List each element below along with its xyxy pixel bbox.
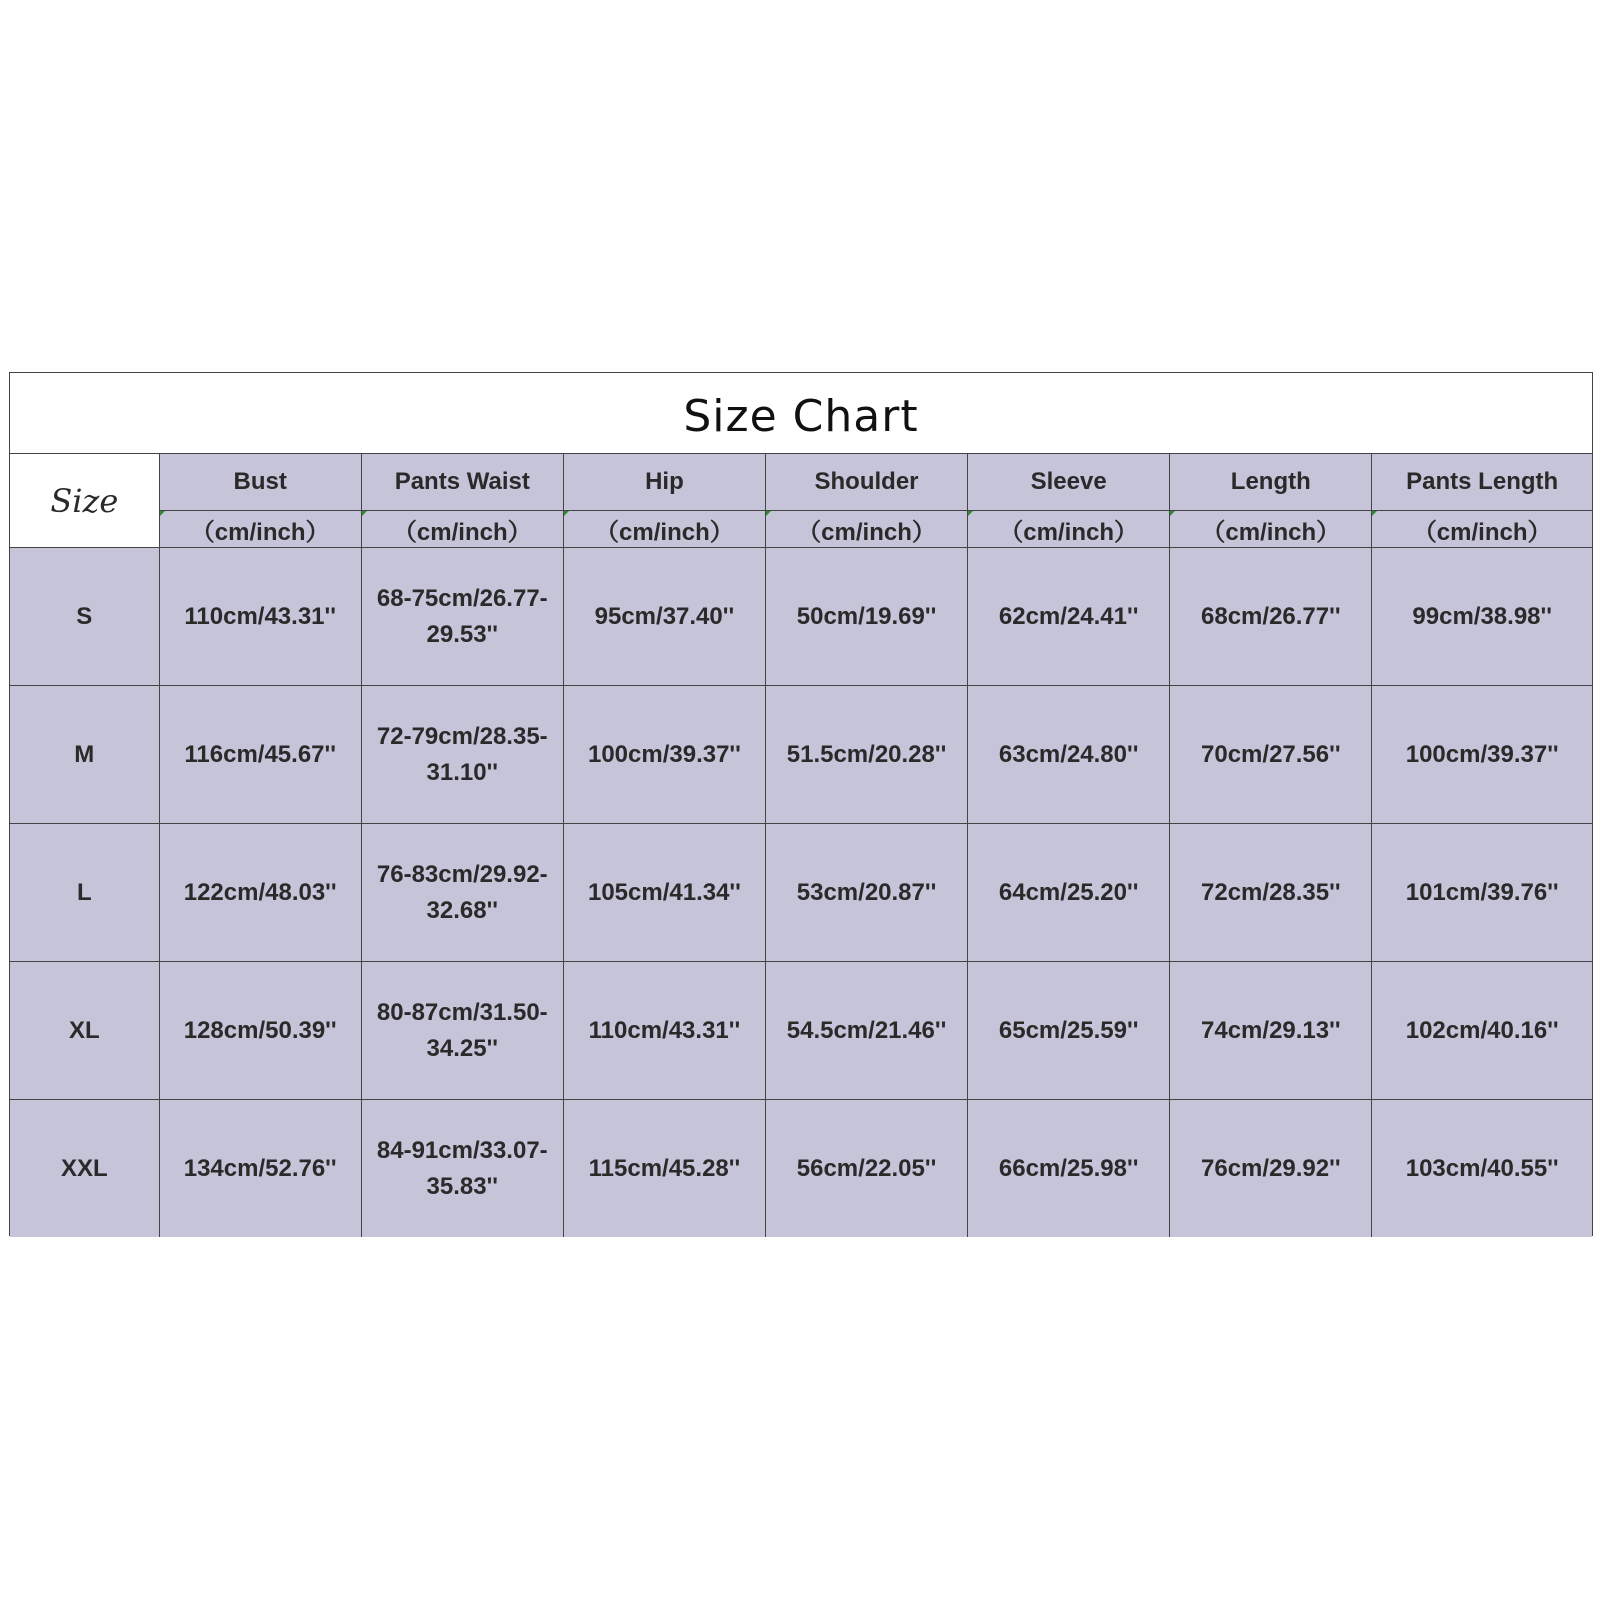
- measurement-cell: 134cm/52.76'': [159, 1100, 361, 1238]
- column-header: Pants Waist: [361, 454, 563, 511]
- size-label: L: [10, 824, 159, 962]
- measurement-cell: 128cm/50.39'': [159, 962, 361, 1100]
- measurement-cell: 72cm/28.35'': [1170, 824, 1372, 962]
- measurement-cell: 65cm/25.59'': [968, 962, 1170, 1100]
- measurement-cell: 72-79cm/28.35- 31.10'': [361, 686, 563, 824]
- measurement-cell: 110cm/43.31'': [159, 548, 361, 686]
- size-chart: [9, 372, 1593, 1236]
- unit-label: [563, 511, 765, 548]
- measurement-cell: 84-91cm/33.07- 35.83'': [361, 1100, 563, 1238]
- table-row: [10, 962, 1592, 1100]
- measurement-cell: 101cm/39.76'': [1372, 824, 1592, 962]
- cell-corner-marker: [766, 511, 771, 516]
- title-row: [10, 373, 1592, 454]
- size-label: S: [10, 548, 159, 686]
- table-row: [10, 1100, 1592, 1238]
- unit-label-text: （cm/inch）: [190, 518, 330, 546]
- unit-label: [361, 511, 563, 548]
- measurement-cell: 122cm/48.03'': [159, 824, 361, 962]
- measurement-cell: 80-87cm/31.50- 34.25'': [361, 962, 563, 1100]
- measurement-cell: 68-75cm/26.77- 29.53'': [361, 548, 563, 686]
- measurement-cell: 99cm/38.98'': [1372, 548, 1592, 686]
- unit-label-text: （cm/inch）: [999, 518, 1138, 546]
- cell-corner-marker: [362, 511, 367, 516]
- table-row: [10, 548, 1592, 686]
- measurement-cell: 62cm/24.41'': [968, 548, 1170, 686]
- measurement-cell: 115cm/45.28'': [563, 1100, 765, 1238]
- measurement-cell: 76-83cm/29.92- 32.68'': [361, 824, 563, 962]
- cell-corner-marker: [564, 511, 569, 516]
- measurement-cell: 63cm/24.80'': [968, 686, 1170, 824]
- unit-label-text: （cm/inch）: [797, 518, 936, 546]
- cell-corner-marker: [1170, 511, 1175, 516]
- column-header: Sleeve: [968, 454, 1170, 511]
- unit-label-text: （cm/inch）: [1201, 518, 1341, 546]
- measurement-cell: 100cm/39.37'': [563, 686, 765, 824]
- measurement-cell: 54.5cm/21.46'': [765, 962, 967, 1100]
- table-row: [10, 686, 1592, 824]
- measurement-cell: 50cm/19.69'': [765, 548, 967, 686]
- measurement-cell: 76cm/29.92'': [1170, 1100, 1372, 1238]
- size-label: XXL: [10, 1100, 159, 1238]
- cell-corner-marker: [160, 511, 165, 516]
- unit-label: [1372, 511, 1592, 548]
- measurement-cell: 105cm/41.34'': [563, 824, 765, 962]
- measurement-cell: 68cm/26.77'': [1170, 548, 1372, 686]
- column-header: Hip: [563, 454, 765, 511]
- measurement-cell: 70cm/27.56'': [1170, 686, 1372, 824]
- measurement-cell: 116cm/45.67'': [159, 686, 361, 824]
- measurement-cell: 110cm/43.31'': [563, 962, 765, 1100]
- unit-label-text: （cm/inch）: [1412, 518, 1552, 546]
- measurement-cell: 53cm/20.87'': [765, 824, 967, 962]
- measurement-cell: 102cm/40.16'': [1372, 962, 1592, 1100]
- column-header: Shoulder: [765, 454, 967, 511]
- cell-corner-marker: [968, 511, 973, 516]
- table-row: [10, 824, 1592, 962]
- measurement-cell: 51.5cm/20.28'': [765, 686, 967, 824]
- measurement-cell: 74cm/29.13'': [1170, 962, 1372, 1100]
- size-corner-label: Size: [10, 454, 159, 548]
- measurement-cell: 56cm/22.05'': [765, 1100, 967, 1238]
- measurement-cell: 100cm/39.37'': [1372, 686, 1592, 824]
- measurement-cell: 66cm/25.98'': [968, 1100, 1170, 1238]
- size-label: M: [10, 686, 159, 824]
- unit-label: [1170, 511, 1372, 548]
- measurement-cell: 103cm/40.55'': [1372, 1100, 1592, 1238]
- unit-label: [159, 511, 361, 548]
- unit-label: [765, 511, 967, 548]
- header-row: [10, 454, 1592, 511]
- cell-corner-marker: [1372, 511, 1377, 516]
- measurement-cell: 95cm/37.40'': [563, 548, 765, 686]
- unit-label-text: （cm/inch）: [392, 518, 532, 546]
- column-header: Bust: [159, 454, 361, 511]
- size-label: XL: [10, 962, 159, 1100]
- size-table: [10, 454, 1592, 1237]
- chart-title: Size Chart: [683, 390, 919, 442]
- column-header: Length: [1170, 454, 1372, 511]
- unit-row: [10, 511, 1592, 548]
- measurement-cell: 64cm/25.20'': [968, 824, 1170, 962]
- unit-label: [968, 511, 1170, 548]
- unit-label-text: （cm/inch）: [595, 518, 734, 546]
- column-header: Pants Length: [1372, 454, 1592, 511]
